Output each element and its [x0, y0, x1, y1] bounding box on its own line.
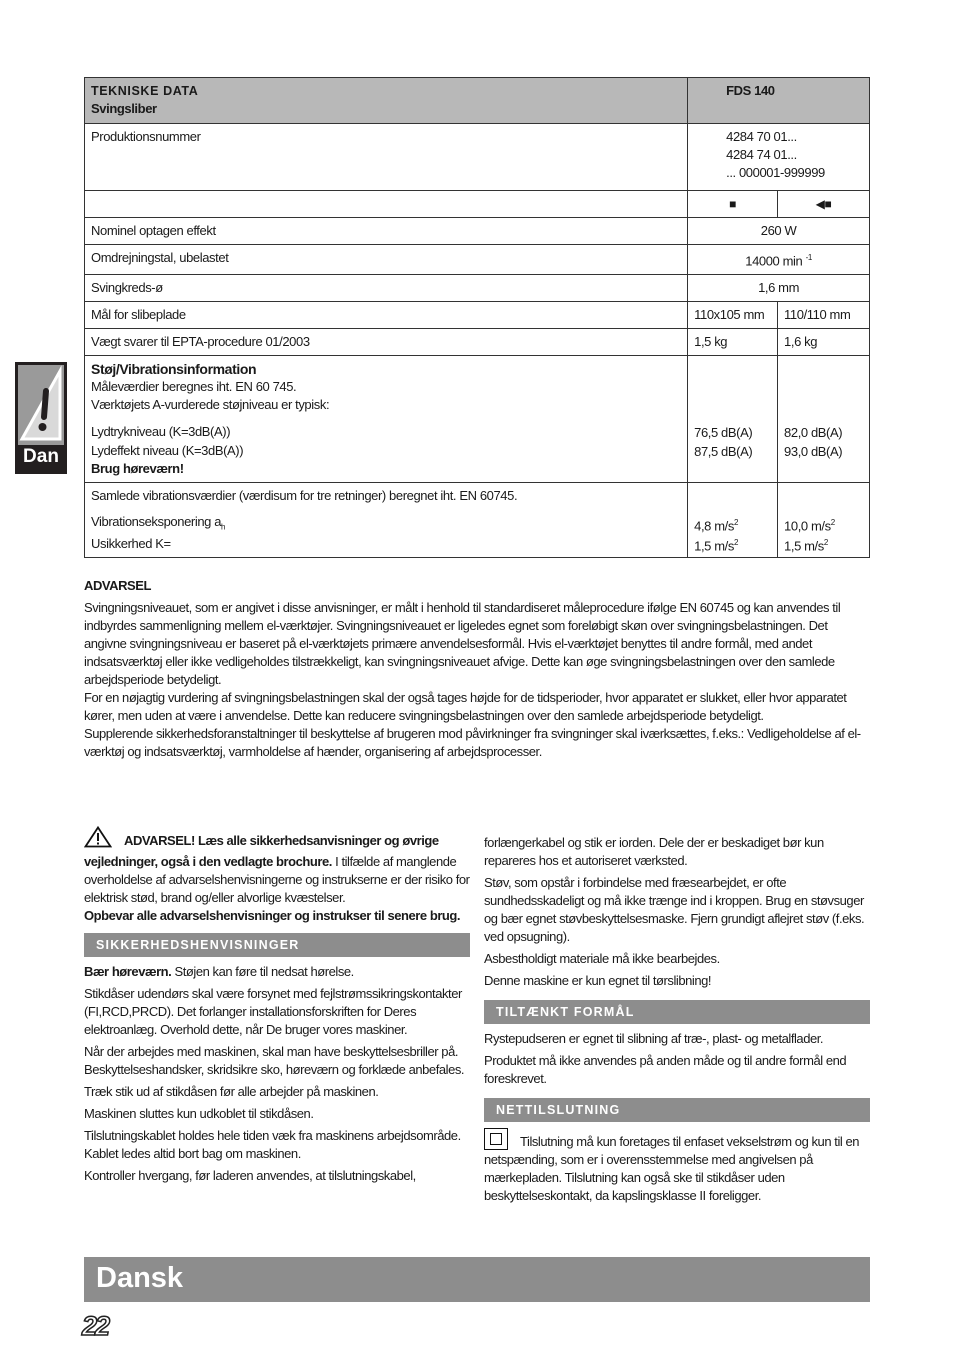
table-row: [85, 218, 870, 245]
warning-paragraph: For en nøjagtig vurdering af svingningsbelastningen skal der også tages højde for de tidsperioder, hvor apparatet er slukket, eller hvor apparatet kører, men uden at være i anvendelse. Dette kan reducere svingningsbelastningen over den samlede arbejdsperiode betydeligt.: [84, 690, 847, 723]
language-side-tab: [15, 362, 67, 474]
paragraph: Bær høreværn. Støjen kan føre til nedsat hørelse.: [84, 964, 354, 979]
page-number: 22: [82, 1311, 109, 1341]
table-row: [85, 191, 870, 218]
table-title: TEKNISKE DATA: [91, 84, 199, 98]
paragraph: Maskinen sluttes kun udkoblet til stikdåsen.: [84, 1106, 314, 1121]
row-label: Svingkreds-ø: [91, 280, 163, 296]
section-header-intended-use: TILTÆNKT FORMÅL: [484, 1000, 870, 1024]
vibration-value: 1,5 $m/s^2$: [784, 537, 828, 553]
vibration-warning: [84, 577, 870, 761]
protection-class-icon: [484, 1128, 508, 1150]
vibration-value: 1,5 $m/s^2$: [694, 537, 739, 553]
paragraph: Tilslutning må kun foretages til enfaset vekselstrøm og kun til en netspænding, som er i overensstemmelse med angivelsen på mærkepladen. Tilslutning kan også ske til stikdåser uden beskyttelseskontakt, da kapslingsklasse II foreligger.: [484, 1128, 870, 1205]
vibration-value: 4,8 $m/s^2$: [694, 518, 739, 534]
row-value: 110/110 mm: [784, 307, 851, 323]
warning-icon: [18, 365, 64, 445]
variant-a-icon: ■: [729, 197, 737, 211]
row-label: Vægt svarer til EPTA-procedure 01/2003: [91, 334, 310, 350]
row-value: 1,6 mm: [758, 280, 800, 296]
production-number: 4284 70 01...: [726, 129, 797, 144]
section-header-mains: NETTILSLUTNING: [484, 1098, 870, 1122]
row-label: Omdrejningstal, ubelastet: [91, 250, 229, 265]
warning-title: ADVARSEL: [84, 578, 151, 593]
noise-title: Støj/Vibrationsinformation: [91, 361, 257, 378]
paragraph: Kontroller hvergang, før laderen anvendes, at tilslutningskabel,: [84, 1168, 416, 1183]
vibration-intro: Samlede vibrationsværdier (værdisum for tre retninger) beregnet iht. EN 60745.: [91, 488, 518, 504]
paragraph: Produktet må ikke anvendes på anden måde og til andre formål end foreskrevet.: [484, 1053, 847, 1086]
row-value: 1,5 kg: [694, 334, 728, 350]
paragraph: Stikdåser udendørs skal være forsynet med fejlstrømssikringskontakter (FI,RCD,PRCD). Det forlanger installationsforskriften for Deres elektroanlæg. Overhold dette, når De bruger vores maskiner.: [84, 986, 462, 1037]
paragraph: Træk stik ud af stikdåsen før alle arbejder på maskinen.: [84, 1084, 379, 1099]
noise-protect: Brug høreværn!: [91, 461, 184, 477]
noise-value: 82,0 dB(A): [784, 425, 843, 441]
noise-line: Måleværdier beregnes iht. EN 60 745.: [91, 379, 297, 395]
variant-b-icon: ◀■: [815, 197, 832, 211]
paragraph: Tilslutningskablet holdes hele tiden væk fra maskinens arbejdsområde. Kablet ledes altid bort bag om maskinen.: [84, 1128, 461, 1161]
table-row: [85, 356, 870, 483]
side-tab-label: Dan: [23, 446, 59, 467]
footer-language-label: Dansk: [96, 1262, 184, 1294]
table-row: [85, 275, 870, 302]
language-footer-bar: [84, 1257, 870, 1302]
noise-line: Lydeffekt niveau (K=3dB(A)): [91, 443, 244, 459]
model-name: FDS 140: [726, 83, 775, 98]
table-header-row: [85, 78, 870, 124]
left-column: [84, 826, 470, 1189]
noise-value: 93,0 dB(A): [784, 444, 843, 460]
table-row: [85, 329, 870, 356]
noise-line: Lydtrykniveau (K=3dB(A)): [91, 424, 231, 440]
row-value: 14000 min: [745, 253, 803, 269]
warning-triangle-icon: [84, 826, 112, 853]
right-column: [484, 834, 870, 1209]
vibration-line: Usikkerhed K=: [91, 535, 171, 551]
technical-data-table: [84, 77, 870, 558]
production-number: 4284 74 01...: [726, 147, 797, 162]
row-value: 260 W: [760, 223, 797, 238]
warning-paragraph: Svingningsniveauet, som er angivet i disse anvisninger, er målt i henhold til standardiseret måleprocedure ifølge EN 60745 og kan anvendes til indbyrdes sammenligning mellem el-værktøjer. Svingningsniveauet er ligeledes egnet som foreløbigt skøn over svingningsbelastningen. Det angivne svingningsniveau er baseret på el-værktøjets primære anvendelsesformål. Hvis el-værktøjet benyttes til andre formål, med andet indsatsværktøj eller ikke vedligeholdes tilstrækkeligt, kan svingningsniveauet afvige. Dette kan øge svingningsbelastningen over den samlede arbejdsperiode betydeligt.: [84, 600, 841, 687]
production-label: Produktionsnummer: [91, 129, 201, 144]
paragraph: forlængerkabel og stik er iorden. Dele der er beskadiget bør kun repareres hos et autoriseret værksted.: [484, 835, 824, 868]
production-number: ... 000001-999999: [726, 165, 825, 180]
table-row: [85, 302, 870, 329]
vibration-line: Vibrationseksponering $a_h$: [91, 514, 226, 532]
noise-value: 76,5 dB(A): [694, 425, 753, 441]
row-label: Nominel optagen effekt: [91, 223, 216, 238]
noise-line: Værktøjets A-vurderede støjniveau er typisk:: [91, 397, 330, 413]
section-header-safety: SIKKERHEDSHENVISNINGER: [84, 933, 470, 957]
paragraph: Asbestholdigt materiale må ikke bearbejdes.: [484, 951, 720, 966]
table-row: [85, 245, 870, 275]
table-row: [85, 124, 870, 191]
row-value: 110x105 mm: [694, 307, 765, 323]
paragraph: Støv, som opstår i forbindelse med fræsearbejdet, er ofte sundhedsskadeligt og må ikke trænge ind i kroppen. Brug en støvsuger og bær egnet støvbeskyttelsesmaske. Fjern grundigt aflejret støv (f.eks. ved opsugning).: [484, 875, 865, 944]
noise-value: 87,5 dB(A): [694, 444, 753, 460]
paragraph: Rystepudseren er egnet til slibning af træ-, plast- og metalflader.: [484, 1031, 824, 1046]
row-value: 1,6 kg: [784, 334, 818, 350]
table-subtitle: Svingsliber: [91, 101, 157, 116]
row-value-exponent: -1: [805, 253, 812, 262]
row-label: Mål for slibeplade: [91, 307, 186, 323]
table-row: [85, 483, 870, 558]
warning-paragraph: Supplerende sikkerhedsforanstaltninger til beskyttelse af brugeren mod påvirkninger fra svingninger skal iværksættes, f.eks.: Vedligeholdelse af el-værktøj og indsatsværktøj, varmholdelse af hænder, organisering af arbejdsprocesser.: [84, 726, 861, 759]
vibration-value: 10,0 $m/s^2$: [784, 518, 835, 534]
paragraph: Når der arbejdes med maskinen, skal man have beskyttelsesbriller på. Beskyttelseshandsker, skridsikre sko, høreværn og forklæde anbefales.: [84, 1044, 465, 1077]
intro-paragraph: ADVARSEL! Læs alle sikkerhedsanvisninger og øvrige vejledninger, også i den vedlagte brochure. I tilfælde af manglende overholdelse af advarselshenvisningerne og instrukserne er der risiko for elektrisk stød, brand og/eller alvorlige kvæstelser. Opbevar alle advarselshenvisninger og instrukser til senere brug.: [84, 826, 470, 925]
paragraph: Denne maskine er kun egnet til tørslibning!: [484, 973, 712, 988]
